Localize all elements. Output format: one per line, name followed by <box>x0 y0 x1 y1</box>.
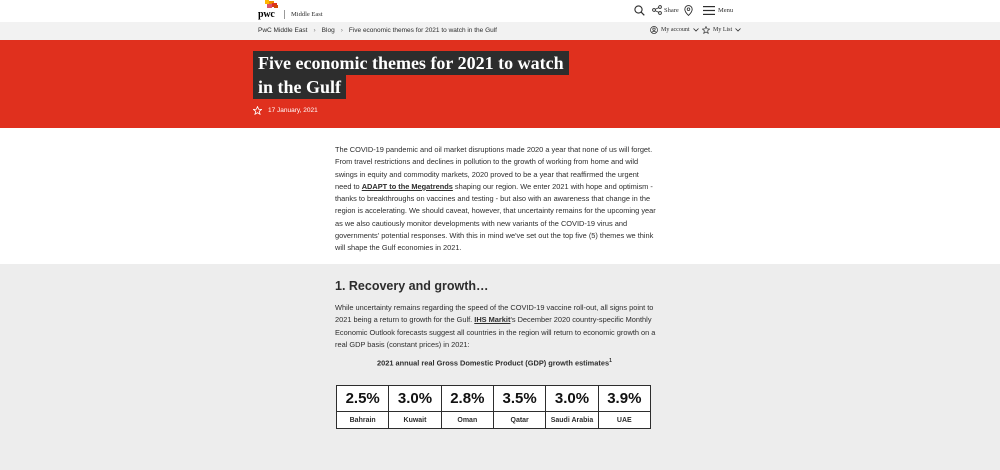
country-qatar: Qatar <box>493 412 545 429</box>
logo-divider <box>284 10 285 19</box>
share-button[interactable] <box>652 3 679 17</box>
intro-paragraph: The COVID-19 pandemic and oil market disruptions made 2020 a year that none of us will forget. From travel restrictions and declines in pollution to the growth of working from home and wild swings in equity and commodity markets, 2020 proved to be a year that reaffirmed the urgent need to ADAPT to the Megatrends shaping our region. We enter 2021 with hope and optimism - thanks to breakthroughs on vaccines and testing - but also with an awareness that change in the region is accelerating. We should caveat, however, that uncertainty remains for the upcoming year as we also cautiously monitor developments with new variants of the COVID-19 virus and governments' potential responses. With this in mind we've set out the top five (5) themes we think will shape the Gulf economies in 2021. <box>335 145 656 253</box>
gdp-value-uae: 3.9% <box>598 386 650 412</box>
user-icon <box>650 26 658 34</box>
chevron-down-icon <box>735 28 741 32</box>
section-heading: 1. Recovery and growth… <box>335 279 489 293</box>
region-label[interactable]: Middle East <box>291 11 323 18</box>
gdp-growth-table <box>336 385 651 429</box>
country-kuwait: Kuwait <box>389 412 441 429</box>
gdp-value-saudi-arabia: 3.0% <box>546 386 598 412</box>
article-date <box>253 106 318 115</box>
my-list-button[interactable] <box>702 26 741 34</box>
my-account-label: My account <box>661 27 690 33</box>
share-label: Share <box>664 6 679 14</box>
chevron-down-icon <box>693 28 699 32</box>
breadcrumb-separator-icon: › <box>313 27 316 34</box>
breadcrumb-item-home[interactable]: PwC Middle East <box>258 27 308 34</box>
breadcrumb-item-current: Five economic themes for 2021 to watch in the Gulf <box>348 27 497 34</box>
hamburger-menu-icon <box>703 6 715 15</box>
country-bahrain: Bahrain <box>337 412 389 429</box>
breadcrumb-separator-icon: › <box>340 27 343 34</box>
section-paragraph: While uncertainty remains regarding the speed of the COVID-19 vaccine roll-out, all signs point to 2021 being a return to growth for the Gulf. IHS Markit's December 2020 country-specific Monthly Economic Outlook forecasts suggest all countries in the region will return to economic growth on a real GDP basis (constant prices) in 2021: <box>335 303 656 349</box>
gdp-value-oman: 2.8% <box>441 386 493 412</box>
ihs-markit-link[interactable]: IHS Markit <box>474 315 511 325</box>
adapt-megatrends-link[interactable]: ADAPT to the Megatrends <box>361 181 453 191</box>
menu-label: Menu <box>718 6 734 14</box>
menu-button[interactable] <box>703 3 733 17</box>
footnote-marker[interactable]: 1 <box>609 358 612 364</box>
share-icon <box>652 5 662 15</box>
country-oman: Oman <box>441 412 493 429</box>
gdp-value-kuwait: 3.0% <box>389 386 441 412</box>
my-list-label: My List <box>713 27 733 33</box>
save-star-icon[interactable] <box>253 106 262 115</box>
gdp-values-row <box>337 386 651 412</box>
location-pin-icon <box>684 5 693 16</box>
search-icon <box>634 5 645 16</box>
hero-banner <box>0 40 1000 128</box>
gdp-countries-row <box>337 412 651 429</box>
breadcrumb-bar <box>0 22 1000 40</box>
search-button[interactable] <box>634 3 647 17</box>
gdp-value-qatar: 3.5% <box>493 386 545 412</box>
gdp-value-bahrain: 2.5% <box>337 386 389 412</box>
gdp-table-title: 2021 annual real Gross Domestic Product (GDP) growth estimates$^1$ <box>377 358 612 368</box>
location-button[interactable] <box>684 3 694 17</box>
country-saudi-arabia: Saudi Arabia <box>546 412 598 429</box>
site-header <box>0 0 1000 22</box>
star-icon <box>702 26 710 34</box>
my-account-button[interactable] <box>650 26 699 34</box>
logo-text[interactable]: pwc <box>258 9 275 20</box>
breadcrumb <box>258 27 497 34</box>
country-uae: UAE <box>598 412 650 429</box>
page-title: Five economic themes for 2021 to watch in the Gulf <box>253 51 583 99</box>
breadcrumb-item-blog[interactable]: Blog <box>321 27 335 34</box>
date-text: 17 January, 2021 <box>268 107 318 114</box>
